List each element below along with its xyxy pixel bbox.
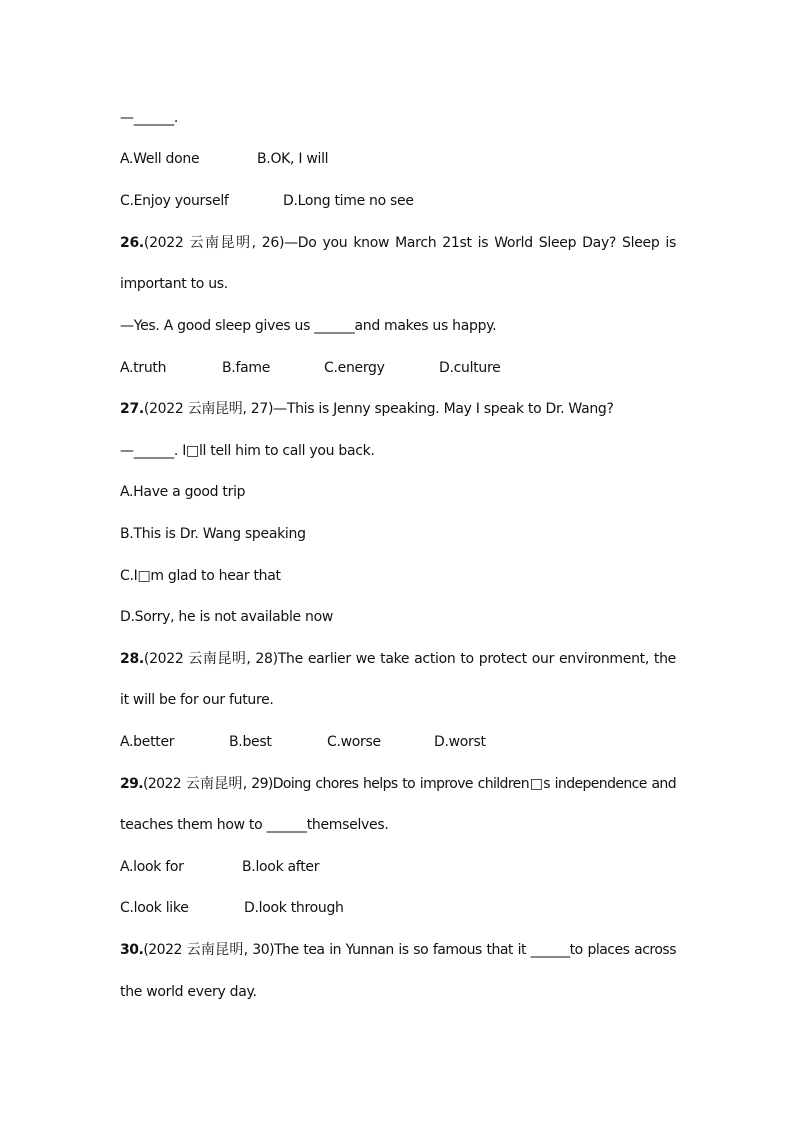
question-30-continuation: the world every day. xyxy=(120,984,257,1000)
question-28-line xyxy=(120,650,676,668)
option-c: C.energy xyxy=(324,360,385,376)
question-26-continuation: important to us. xyxy=(120,276,228,292)
option-d: D.Long time no see xyxy=(283,193,414,209)
option-c: C.Enjoy yourself xyxy=(120,193,229,209)
option-c: C.I□m glad to hear that xyxy=(120,568,281,584)
question-26-reply: —Yes. A good sleep gives us ______and makes us happy. xyxy=(120,318,497,334)
option-b: B.look after xyxy=(242,859,320,875)
question-number: 29. xyxy=(120,776,144,792)
question-30-line xyxy=(120,941,676,959)
question-29-line xyxy=(120,775,676,793)
answer-blank-line: —______. xyxy=(120,110,179,126)
option-d: D.Sorry, he is not available now xyxy=(120,609,334,625)
question-29-continuation: teaches them how to ______themselves. xyxy=(120,817,389,833)
option-d: D.worst xyxy=(434,734,486,750)
question-number: 26. xyxy=(120,235,144,251)
question-text: (2022 云南昆明, 30)The tea in Yunnan is so famous that it ______to places across xyxy=(143,942,676,958)
option-a: A.truth xyxy=(120,360,167,376)
option-a: A.better xyxy=(120,734,175,750)
question-number: 28. xyxy=(120,651,144,667)
option-d: D.look through xyxy=(244,900,344,916)
options-row xyxy=(120,899,344,971)
option-b: B.best xyxy=(229,734,272,750)
option-a: A.Have a good trip xyxy=(120,484,246,500)
question-28-continuation: it will be for our future. xyxy=(120,692,274,708)
option-b: B.OK, I will xyxy=(257,151,329,167)
question-number: 27. xyxy=(120,401,144,417)
question-text: (2022 云南昆明, 26)—Do you know March 21st is World Sleep Day? Sleep is xyxy=(143,235,676,251)
question-26-line xyxy=(120,234,676,252)
question-text: (2022 云南昆明, 28)The earlier we take action to protect our environment, the xyxy=(143,651,676,667)
option-d: D.culture xyxy=(439,360,501,376)
option-a: A.Well done xyxy=(120,151,200,167)
question-27-reply: —______. I□ll tell him to call you back. xyxy=(120,443,375,459)
option-c: C.look like xyxy=(120,900,189,916)
option-a: A.look for xyxy=(120,859,184,875)
option-c: C.worse xyxy=(327,734,381,750)
question-number: 30. xyxy=(120,942,144,958)
option-b: B.This is Dr. Wang speaking xyxy=(120,526,306,542)
question-text: (2022 云南昆明, 27)—This is Jenny speaking. May I speak to Dr. Wang? xyxy=(143,401,614,417)
question-text: (2022 云南昆明, 29)Doing chores helps to improve children□s independence and xyxy=(143,776,676,792)
question-27-line xyxy=(120,400,676,418)
option-b: B.fame xyxy=(222,360,271,376)
